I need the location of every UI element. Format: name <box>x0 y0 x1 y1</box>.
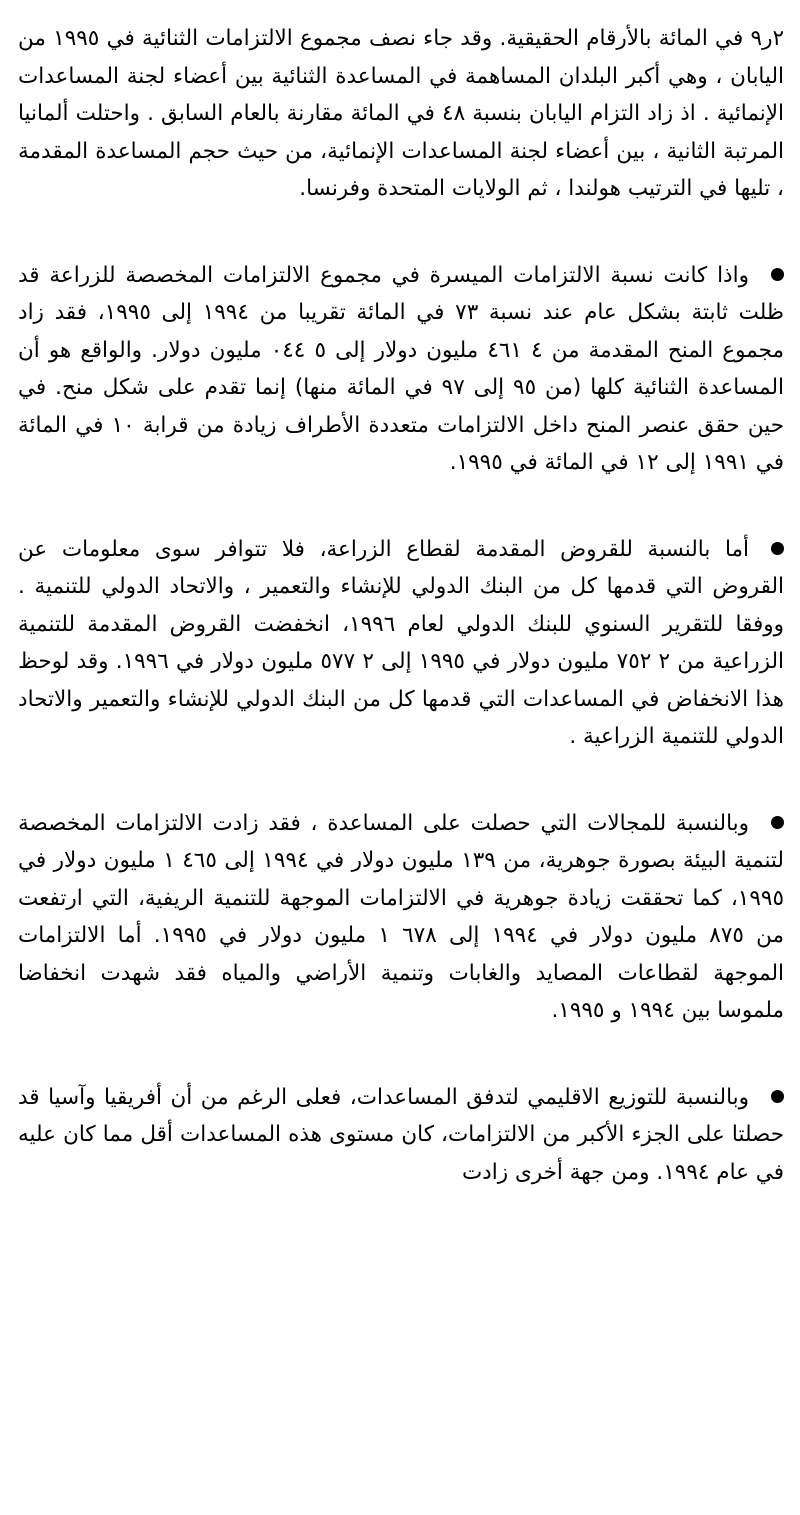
document-page <box>18 20 784 1191</box>
paragraph-text: ٢ر٩ في المائة بالأرقام الحقيقية. وقد جاء نصف مجموع الالتزامات الثنائية في ١٩٩٥ من اليابان ، وهي أكبر البلدان المساهمة في المساعدة الثنائية بين أعضاء لجنة المساعدات الإنمائية . اذ زاد التزام اليابان بنسبة ٤٨ في المائة مقارنة بالعام السابق . واحتلت ألمانيا المرتبة الثانية ، بين أعضاء لجنة المساعدات الإنمائية، من حيث حجم المساعدة المقدمة ، تليها في الترتيب هولندا ، ثم الولايات المتحدة وفرنسا. <box>18 26 785 201</box>
paragraph-text: وبالنسبة للمجالات التي حصلت على المساعدة ، فقد زادت الالتزامات المخصصة لتنمية البيئة بصورة جوهرية، من ١٣٩ مليون دولار في ١٩٩٤ إلى ٤٦٥ ١ مليون دولار في ١٩٩٥، كما تحققت زيادة جوهرية في الالتزامات الموجهة للتنمية الريفية، التي ارتفعت من ٨٧٥ مليون دولار في ١٩٩٤ إلى ٦٧٨ ١ مليون دولار في ١٩٩٥. أما الالتزامات الموجهة لقطاعات المصايد والغابات وتنمية الأراضي والمياه فقد شهدت انخفاضا ملموسا بين ١٩٩٤ و ١٩٩٥. <box>18 810 784 1023</box>
paragraph-gap <box>18 208 784 257</box>
bullet-dot-icon <box>771 1090 784 1103</box>
paragraph-gap <box>18 1030 784 1079</box>
paragraph-text: وبالنسبة للتوزيع الاقليمي لتدفق المساعدات، فعلى الرغم من أن أفريقيا وآسيا قد حصلتا على الجزء الأكبر من الالتزامات، كان مستوى هذه المساعدات أقل مما كان عليه في عام ١٩٩٤. ومن جهة أخرى زادت <box>18 1084 784 1185</box>
bullet-dot-icon <box>771 268 784 281</box>
paragraph-gap <box>18 756 784 805</box>
paragraph-concessional-commitments <box>18 257 784 482</box>
paragraph-text: أما بالنسبة للقروض المقدمة لقطاع الزراعة، فلا تتوافر سوى معلومات عن القروض التي قدمها كل من البنك الدولي للإنشاء والتعمير ، والاتحاد الدولي للتنمية . ووفقا للتقرير السنوي للبنك الدولي لعام ١٩٩٦، انخفضت القروض المقدمة للتنمية الزراعية من ٢ ٧٥٢ مليون دولار في ١٩٩٥ إلى ٢ ٥٧٧ مليون دولار في ١٩٩٦. وقد لوحظ هذا الانخفاض في المساعدات التي قدمها كل من البنك الدولي للإنشاء والتعمير والاتحاد الدولي للتنمية الزراعية . <box>18 536 785 749</box>
paragraph-gap <box>18 482 784 531</box>
paragraph-text: واذا كانت نسبة الالتزامات الميسرة في مجموع الالتزامات المخصصة للزراعة قد ظلت ثابتة بشكل عام عند نسبة ٧٣ في المائة تقريبا من ١٩٩٤ إلى ١٩٩٥، فقد زاد مجموع المنح المقدمة من ٤ ٤٦١ مليون دولار إلى ٥ ٠٤٤ مليون دولار. والواقع هو أن المساعدة الثنائية كلها (من ٩٥ إلى ٩٧ في المائة منها) إنما تقدم على شكل منح. في حين حقق عنصر المنح داخل الالتزامات متعددة الأطراف زيادة من قرابة ١٠ في المائة في ١٩٩١ إلى ١٢ في المائة في ١٩٩٥. <box>18 262 785 475</box>
paragraph-intro <box>18 20 784 208</box>
paragraph-regional-distribution <box>18 1079 784 1192</box>
bullet-dot-icon <box>771 542 784 555</box>
paragraph-assistance-areas <box>18 805 784 1030</box>
bullet-dot-icon <box>771 816 784 829</box>
paragraph-agriculture-loans <box>18 531 784 756</box>
